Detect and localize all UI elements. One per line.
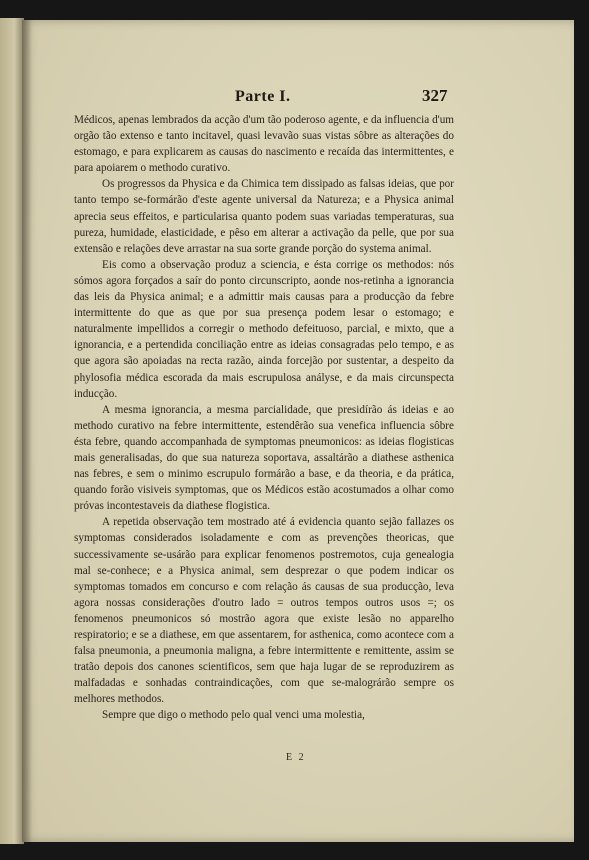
page-body-text — [74, 112, 454, 724]
page-spine-shadow — [22, 20, 32, 842]
paragraph-5: A repetida observação tem mostrado até á evidencia quanto sejão fallazes os symptomas considerados isoladamente e com as prevenções theoricas, que successivamente se-usárão para explicar fenomenos postremotos, cuja genealogia mal se-conhece; e a Physica animal, sem desprezar o que podem indicar os symptomas tomados em concurso e com relação ás causas de sua producção, leva agora nossas considerações d'outro lado = outros tempos outros usos =; os fenomenos pneumonicos só mostrão agora que existe lesão no apparelho respiratorio; e se a diathese, em que assentarem, for asthenica, como acontece com a falsa pneumonia, a pneumonia maligna, a febre intermittente e remittente, assim se tratão depois dos canones scientificos, sem que haja lugar de se reproduzirem as malfadadas e sonhadas contraindicações, com que se-malográrão sempre os melhores methodos. — [74, 516, 454, 706]
page-number: 327 — [422, 86, 448, 105]
paragraph-2: Os progressos da Physica e da Chimica tem dissipado as falsas ideias, que por tanto tempo se-formárão d'este agente universal da Natureza; e a Physica animal aprecia seus effeitos, e particularisa quanto podem suas variadas temperaturas, sua pureza, humidade, elasticidade, e pêso em alterar a activação da pelle, que por sua extensão e relações deve arrastar na sua sorte grande porção do systema animal. — [74, 178, 454, 255]
running-header-title: Parte I. — [235, 88, 291, 105]
paragraph-6: Sempre que digo o methodo pelo qual venci uma molestia, — [102, 709, 365, 722]
paragraph-1: Médicos, apenas lembrados da acção d'um tão poderoso agente, e da influencia d'um orgão tão extenso e tanto incitavel, quasi levavão suas vistas sôbre as alterações do estomago, e para explicarem as causas do nascimento e recaída das intermittentes, e para apoiarem o methodo curativo. — [74, 114, 454, 175]
signature-mark: E 2 — [286, 752, 306, 763]
paragraph-4: A mesma ignorancia, a mesma parcialidade, que presidírão ás ideias e ao methodo curativo na febre intermittente, estendêrão sua venefica influencia sôbre ésta febre, quando accompanhada de symptomas pneumonicos: as ideias flogisticas mais generalisadas, do que sua natureza soportava, assaltárão a diathese asthenica nas febres, e sem o minimo escrupulo formárão a base, e da theoria, e da prática, quando forão visiveis symptomas, que os Médicos estão acostumados a olhar como próvas incontestaveis da diathese flogistica. — [74, 403, 454, 513]
paragraph-3: Eis como a observação produz a sciencia, e ésta corrige os methodos: nós sómos agora forçados a saír do ponto circunscripto, aonde nos-retinha a ignorancia das leis da Physica animal; e a admittir mais causas para a producção da febre intermittente do que as que por sua presença podem lesar o estomago; e naturalmente impellidos a corregir o methodo defeituoso, parcial, e mixto, que a ignorancia, e a pertendida conciliação entre as ideias consagradas pelo tempo, e as que agora são apoiadas na recta razão, ainda forcejão por sustentar, a despeito da phylosofia médica escorada da mais escrupulosa anályse, e da mais circunspecta inducção. — [74, 258, 454, 400]
previous-page-edge — [0, 18, 24, 844]
